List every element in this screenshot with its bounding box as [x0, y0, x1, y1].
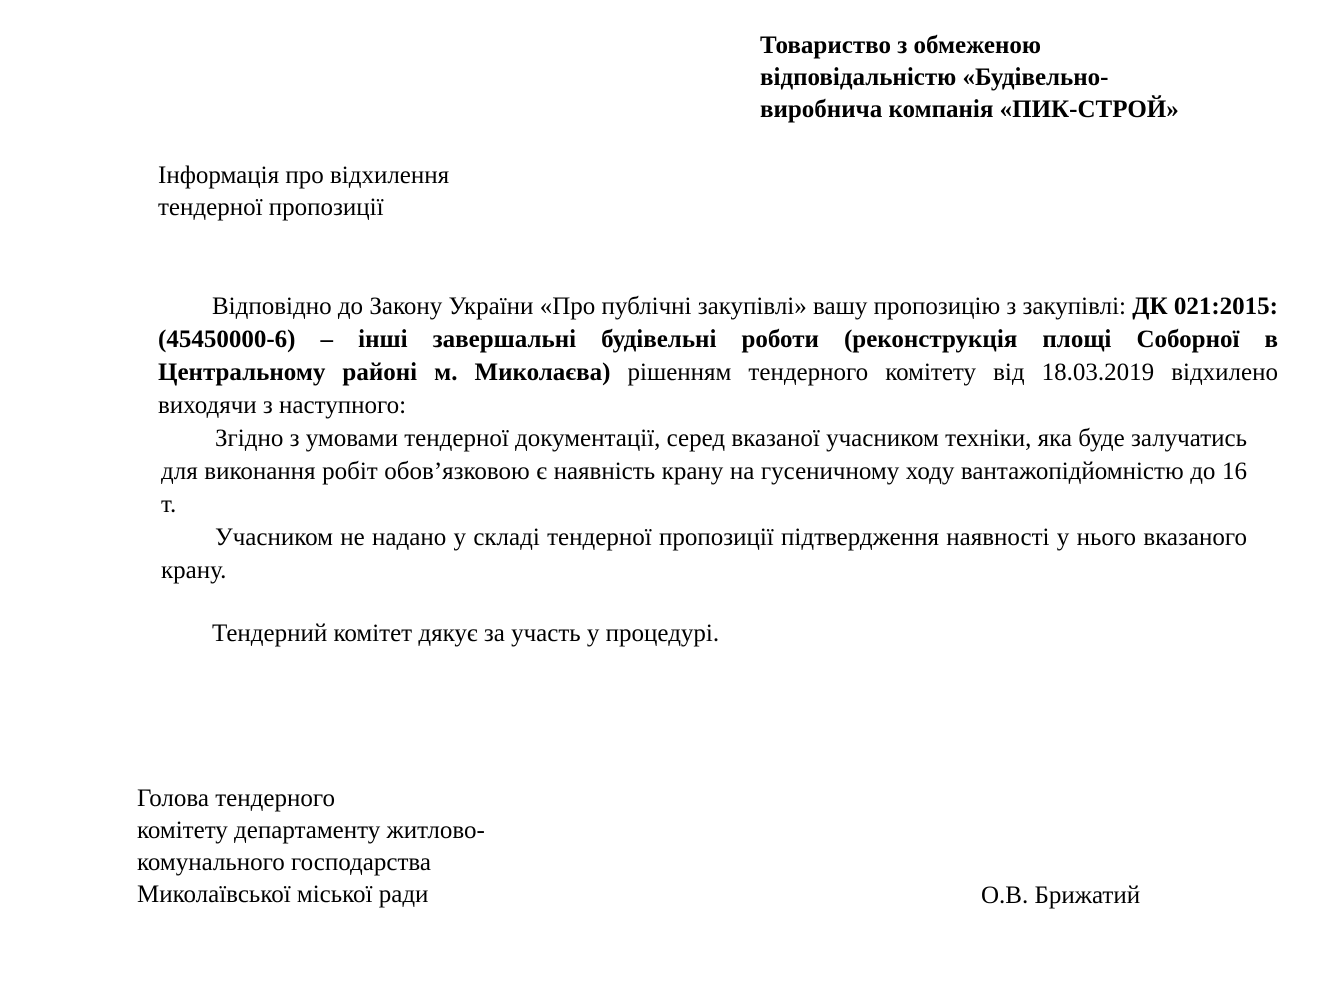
signer-title-line-4: Миколаївської міської ради [137, 881, 429, 908]
procurement-subject: ДК 021:2015: (45450000-6) – інші завершальні будівельні роботи (реконструкція площі Соборної в Центральному районі м. Миколаєва) [158, 293, 1278, 386]
addressee-line-2: відповідальністю «Будівельно- [760, 64, 1109, 91]
signer-title-block [137, 783, 657, 911]
reason-paragraph: Учасником не надано у складі тендерної пропозиції підтвердження наявності у нього вказаного крану. [161, 524, 1247, 584]
addressee-line-1: Товариство з обмеженою [760, 32, 1042, 59]
requirement-paragraph: Згідно з умовами тендерної документації, серед вказаної учасником техніки, яка буде залучатись для виконання робіт обов’язковою є наявність крану на гусеничному ходу вантажопідйомністю до 16 т. [161, 425, 1247, 518]
signer-title-line-1: Голова тендерного [137, 785, 335, 812]
signer-name: О.В. Брижатий [981, 882, 1141, 909]
thanks-line: Тендерний комітет дякує за участь у процедурі. [212, 620, 720, 647]
rejection-paragraph [158, 290, 1278, 422]
addressee-block [760, 30, 1300, 126]
subject-line-2: тендерної пропозиції [158, 194, 384, 221]
rejection-decision: рішенням тендерного комітету від 18.03.2019 відхилено виходячи з наступного: [158, 359, 1278, 419]
subject-block [158, 160, 658, 224]
rejection-intro: Відповідно до Закону України «Про публічні закупівлі» вашу пропозицію з закупівлі: [212, 293, 1133, 320]
subject-line-1: Інформація про відхилення [158, 162, 450, 189]
letter-body [158, 290, 1278, 587]
signer-title-line-3: комунального господарства [137, 849, 431, 876]
signer-title-line-2: комітету департаменту житлово- [137, 817, 485, 844]
addressee-line-3: виробнича компанія «ПИК-СТРОЙ» [760, 96, 1179, 123]
